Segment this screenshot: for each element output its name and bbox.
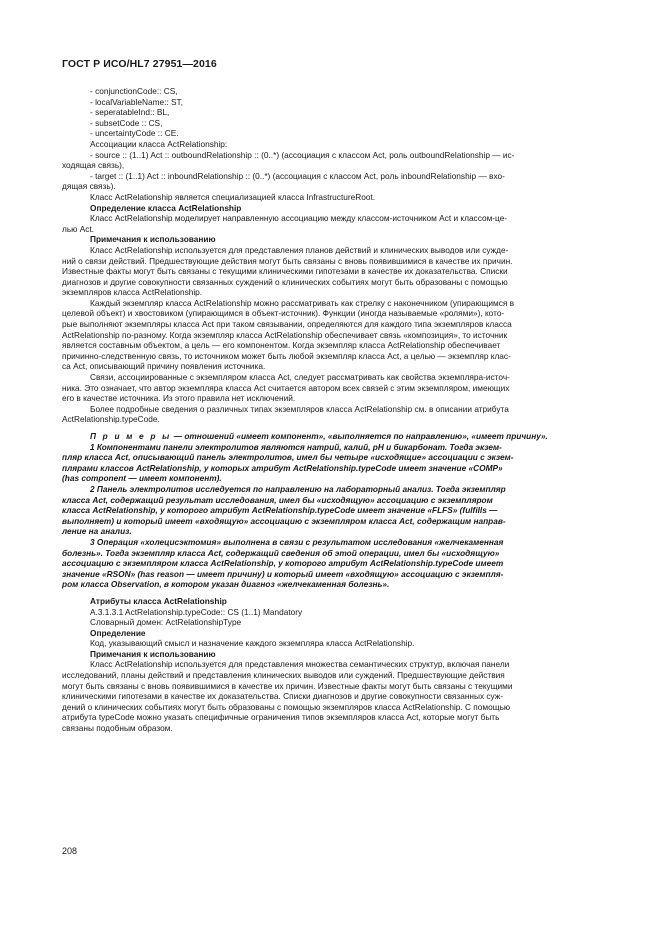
paragraph-line: ний о связи действий. Предшествующие действия могут быть связаны с вновь появившимися в качестве их причин. (62, 255, 513, 266)
definition-heading: Определение (90, 627, 146, 638)
paragraph-line: са Act, описывающий причину появления источника. (62, 361, 266, 372)
examples-block (62, 431, 600, 590)
paragraph-line: рые выполняют экземпляры класса Act при таком связывании, определяются для каждого типа экземпляров класса (62, 319, 512, 330)
paragraph-line: диагнозов и другие совокупности связанных суждений о клинических событиях могут быть образованы с помощью (62, 276, 508, 287)
paragraph-line: исследований, планы действий и представления клинических выводов или суждений. Предшествующие действия (62, 670, 505, 681)
association-target-line: - target :: (1..1) Act :: inboundRelationship :: (0..*) (ассоциация с классом Act, роль inboundRelationship — вхо- (90, 170, 505, 181)
examples-intro (62, 431, 600, 442)
example-line: ассоциацию с экземпляром класса ActRelationship, у которого атрибут ActRelationship.typeCode имеет (62, 558, 504, 569)
paragraph-line: связаны подобным образом. (62, 723, 173, 734)
example-line: 3 Операция «холецисэктомия» выполнена в связи с результатом исследования «желчекаменная (90, 536, 504, 547)
document-header: ГОСТ Р ИСО/HL7 27951—2016 (62, 58, 217, 70)
paragraph-line: является составным объектом, а цель — его компонентом. Когда экземпляр класса ActRelationship обеспечивает (62, 340, 501, 351)
example-line: плярами классов ActRelationship, у которых атрибут ActRelationship.typeCode имеет значение «COMP» (62, 462, 503, 473)
paragraph-line: Каждый экземпляр класса ActRelationship можно рассматривать как стрелку с наконечником (упирающимся в (90, 297, 515, 308)
paragraph-line: Класс ActRelationship используется для представления множества семантических структур, включая панели (90, 659, 510, 670)
example-line: 2 Панель электролитов исследуется по направлению на лабораторный анализ. Тогда экземпляр (90, 483, 506, 494)
examples-intro-text: — отношений «имеет компонент», «выполняется по направлению», «имеет причину». (171, 431, 548, 441)
paragraph-line: Связи, ассоциированные с экземпляром класса Act, следует рассматривать как свойства экземпляра-источ- (90, 372, 510, 383)
paragraph-line: ActRelationship по-разному. Когда экземпляр класса ActRelationship обеспечивает связь «композиция», то источник (62, 329, 508, 340)
example-line: значение «RSON» (has reason — имеет причину) и который имеет «входящую» ассоциацию с экземпля- (62, 568, 504, 579)
document-page (62, 58, 600, 734)
page-number: 208 (62, 846, 78, 856)
example-line: пляр класса Act, описывающий панель электролитов, имел бы четыре «исходящие» ассоциации с экзем- (62, 452, 514, 463)
example-line: выполняет) и который имеет «входящую» ассоциацию с экземпляром класса Act, содержащим направ- (62, 515, 506, 526)
definition-line: лью Act. (62, 223, 94, 234)
list-item: - conjunctionCode:: CS, (90, 86, 178, 96)
vocabulary-domain: Словарный домен: ActRelationshipType (90, 617, 242, 628)
association-source-line: ходящая связь), (62, 160, 125, 171)
paragraph-line: целевой объект) и хвостовиком (упирающимся в объект-источник). Функции (иногда называемые «ролями»), кото- (62, 308, 505, 319)
paragraph-line: причинно-следственную связь, то источником может быть любой экземпляр класса Act, а целью — экземпляр клас- (62, 350, 511, 361)
example-line: (has component — имеет компонент). (62, 473, 222, 484)
example-line: ром класса Observation, в котором указан диагноз «желчекаменная болезнь». (62, 579, 390, 590)
paragraph-line: Класс ActRelationship используется для представления планов действий и клинических выводов или сужде- (90, 244, 509, 255)
definition-text: Код, указывающий смысл и назначение каждого экземпляра класса ActRelationship. (90, 638, 415, 649)
definition-heading: Определение класса ActRelationship (90, 202, 242, 213)
paragraph-line: могут быть связаны с вновь появившимися в качестве их причин. Известные факты могут быть связаны с текущими (62, 680, 513, 691)
association-target-line: дящая связь). (62, 181, 116, 192)
usage-notes-heading: Примечания к использованию (90, 648, 216, 659)
example-line: болезнь». Тогда экземпляр класса Act, содержащий сведения об этой операции, имел бы «исходящую» (62, 547, 500, 558)
example-line: класса ActRelationship, у которого атрибут ActRelationship.typeCode имеет значение «FLFS» (fulfills — (62, 505, 498, 516)
paragraph-line: дений о клинических событиях могут быть образованы с помощью экземпляров класса ActRelationship. С помощью (62, 701, 511, 712)
paragraph-line: клиническими гипотезами в качестве их доказательства. Списки диагнозов и другие совокупности связанных суж- (62, 691, 504, 702)
specialization-text: Класс ActRelationship является специализацией класса InfrastructureRoot. (90, 191, 376, 202)
attributes-heading: Атрибуты класса ActRelationship (90, 595, 227, 606)
paragraph-line: Известные факты могут быть связаны с текущими клиническими гипотезами в качестве их доказательства. Списки (62, 266, 508, 277)
list-item: - uncertaintyCode :: CE. (90, 128, 179, 139)
association-source-line: - source :: (1..1) Act :: outboundRelationship :: (0..*) (ассоциация с классом Act, роль outboundRelationship — ис- (90, 149, 515, 160)
definition-line: Класс ActRelationship моделирует направленную ассоциацию между классом-источником Act и классом-це- (90, 213, 508, 224)
list-item: - seperatableInd:: BL, (90, 107, 170, 118)
paragraph-line: Более подробные сведения о различных типах экземпляров класса ActRelationship см. в описании атрибута (90, 403, 509, 414)
paragraph-line: его в качестве источника. Из этого правила нет исключений. (62, 393, 296, 404)
paragraph-line: атрибута typeCode можно указать специфичные ограничения типов экземпляров класса Act, которые могут быть (62, 712, 500, 723)
paragraph-line: ника. Это означает, что автор экземпляра класса Act считается автором всех связей с этим экземпляром, имеющих (62, 382, 510, 393)
attribute-list (62, 86, 600, 139)
example-line: 1 Компонентами панели электролитов являются натрий, калий, pH и бикарбонат. Тогда экзем- (90, 441, 502, 452)
associations-heading: Ассоциации класса ActRelationship: (90, 138, 228, 149)
usage-notes-heading: Примечания к использованию (90, 234, 216, 245)
example-line: класса Act, содержащий результат исследования, имел бы «исходящую» ассоциацию с экземпляром (62, 494, 493, 505)
list-item: - subsetCode :: CS, (90, 117, 163, 128)
attribute-signature: A.3.1.3.1 ActRelationship.typeCode:: CS (1..1) Mandatory (90, 606, 303, 617)
paragraph-line: экземпляров класса ActRelationship. (62, 287, 203, 298)
paragraph-line: ActRelationship.typeCode. (62, 414, 160, 425)
example-line: ление на анализ. (62, 526, 132, 537)
examples-label: П р и м е р ы (90, 431, 172, 441)
list-item: - localVariableName:: ST, (90, 96, 183, 107)
